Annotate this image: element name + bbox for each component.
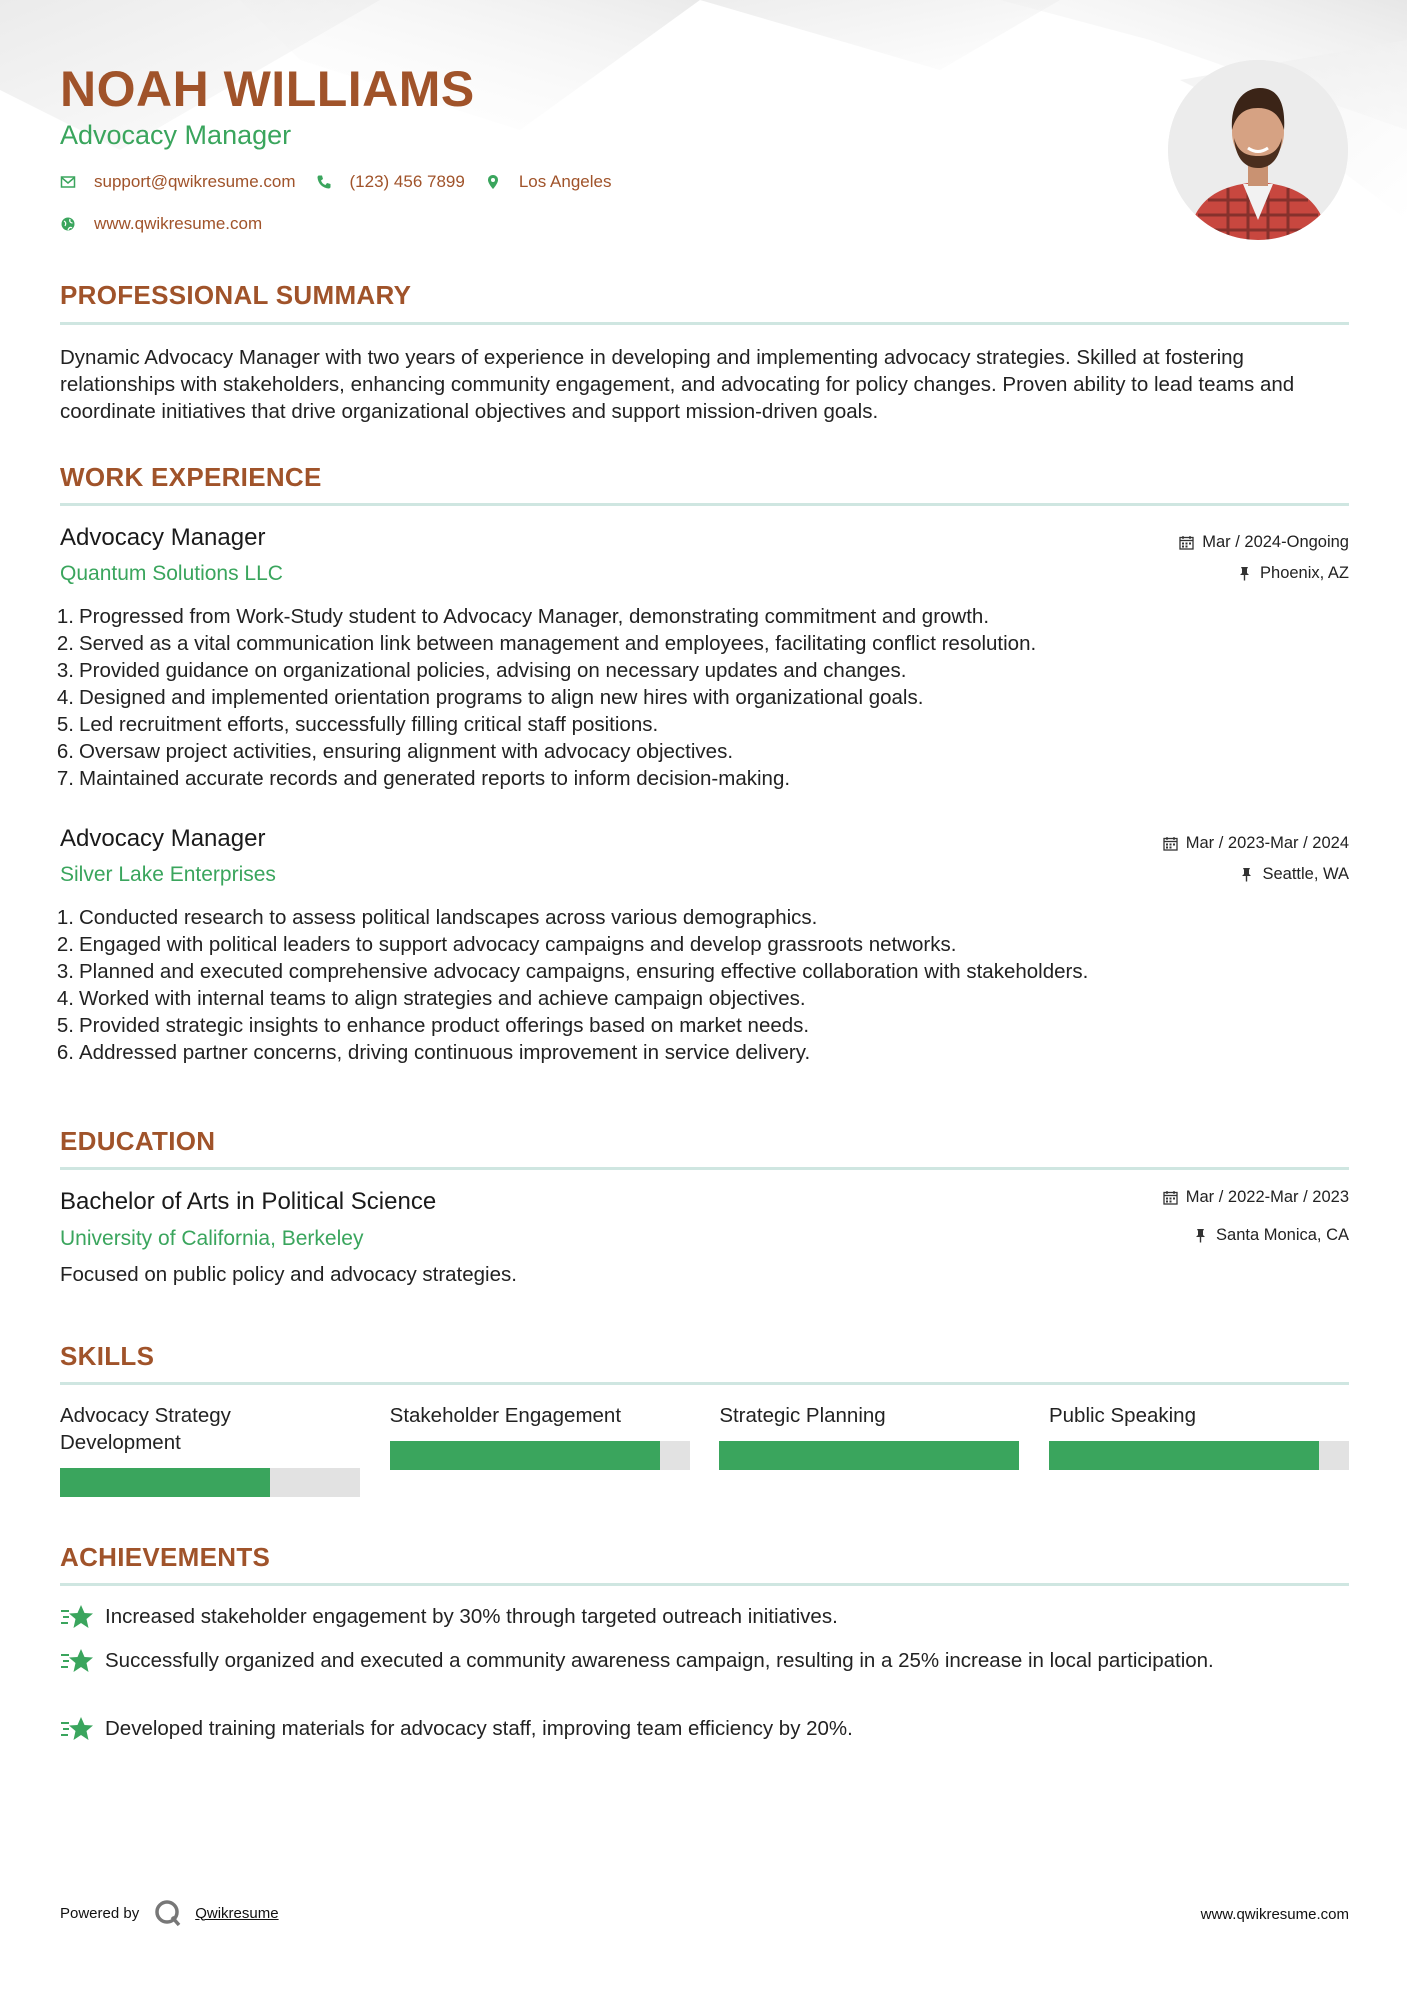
candidate-role: Advocacy Manager xyxy=(60,120,292,150)
skill-bar xyxy=(719,1441,1019,1470)
phone-icon xyxy=(316,174,332,190)
education-description: Focused on public policy and advocacy strategies. xyxy=(60,1263,517,1286)
list-item xyxy=(56,904,1349,931)
section-divider xyxy=(60,322,1349,325)
footer-powered-by xyxy=(60,1898,279,1928)
phone-text: (123) 456 7899 xyxy=(349,172,465,191)
job-location-text: Phoenix, AZ xyxy=(1260,564,1349,582)
skill-name: Strategic Planning xyxy=(719,1404,886,1427)
bullet-text: Maintained accurate records and generated reports to inform decision-making. xyxy=(79,767,791,790)
job-title: Advocacy Manager xyxy=(60,524,266,551)
company-name: Quantum Solutions LLC xyxy=(60,562,283,585)
globe-icon xyxy=(60,216,76,232)
skill-item xyxy=(1049,1402,1349,1502)
bullet-number: 5. xyxy=(56,1014,74,1037)
bullet-text: Provided guidance on organizational policies, advising on necessary updates and changes. xyxy=(79,659,907,682)
bullet-number: 7. xyxy=(56,767,74,790)
achievement-text: Successfully organized and executed a community awareness campaign, resulting in a 25% increase in local participation. xyxy=(105,1649,1214,1672)
summary-text: Dynamic Advocacy Manager with two years of experience in developing and implementing advocacy strategies. Skilled at fostering relationships with stakeholders, enhancing community engagement, and advocating for policy changes. Proven ability to lead teams and coordinate initiatives that drive organizational objectives and support mission-driven goals. xyxy=(60,346,1295,423)
email-text: support@qwikresume.com xyxy=(94,172,296,191)
job-dates-text: Mar / 2024-Ongoing xyxy=(1202,533,1349,551)
pushpin-icon xyxy=(1239,867,1254,882)
job-title: Advocacy Manager xyxy=(60,825,266,852)
bullet-text: Designed and implemented orientation programs to align new hires with organizational goals. xyxy=(79,686,924,709)
skill-bar-fill xyxy=(390,1441,660,1470)
section-title-achievements: ACHIEVEMENTS xyxy=(60,1542,271,1572)
bullet-number: 4. xyxy=(56,686,74,709)
list-item xyxy=(56,958,1349,985)
education-dates xyxy=(1163,1188,1349,1207)
job-dates-text: Mar / 2023-Mar / 2024 xyxy=(1185,834,1349,852)
skill-name: Advocacy Strategy Development xyxy=(60,1404,231,1454)
contact-email[interactable] xyxy=(60,172,296,192)
section-title-skills: SKILLS xyxy=(60,1341,155,1371)
contact-location xyxy=(485,172,612,192)
job-dates xyxy=(1179,533,1349,552)
powered-by-label: Powered by xyxy=(60,1904,140,1922)
school-name: University of California, Berkeley xyxy=(60,1227,364,1250)
list-item xyxy=(56,931,1349,958)
list-item xyxy=(56,684,1349,711)
achievement-text: Increased stakeholder engagement by 30% through targeted outreach initiatives. xyxy=(105,1605,838,1628)
bullet-text: Oversaw project activities, ensuring alignment with advocacy objectives. xyxy=(79,740,734,763)
company-name: Silver Lake Enterprises xyxy=(60,863,276,886)
skill-name: Public Speaking xyxy=(1048,1404,1196,1427)
candidate-name: NOAH WILLIAMS xyxy=(60,61,475,117)
skill-bar xyxy=(60,1468,360,1497)
bullet-text: Conducted research to assess political landscapes across various demographics. xyxy=(79,906,818,929)
section-divider xyxy=(60,1382,1349,1385)
bullet-text: Addressed partner concerns, driving continuous improvement in service delivery. xyxy=(79,1041,811,1064)
list-item xyxy=(56,630,1349,657)
bullet-text: Worked with internal teams to align strategies and achieve campaign objectives. xyxy=(79,987,806,1010)
calendar-icon xyxy=(1179,535,1194,550)
skill-bar xyxy=(1049,1441,1349,1470)
list-item xyxy=(56,657,1349,684)
bullet-text: Progressed from Work-Study student to Advocacy Manager, demonstrating commitment and growth. xyxy=(79,605,990,628)
achievement-item xyxy=(60,1647,1349,1677)
bullet-text: Led recruitment efforts, successfully filling critical staff positions. xyxy=(79,713,659,736)
job-dates xyxy=(1163,834,1349,853)
skill-item xyxy=(719,1402,1019,1502)
resume-page xyxy=(56,0,1349,1990)
job-location xyxy=(1237,564,1349,583)
skills-list xyxy=(60,1402,1349,1502)
qwikresume-logo-icon xyxy=(153,1898,183,1928)
skill-bar-fill xyxy=(60,1468,270,1497)
skill-bar-fill xyxy=(719,1441,1019,1470)
contact-row xyxy=(60,172,631,192)
job-bullets xyxy=(56,603,1349,792)
education-location-text: Santa Monica, CA xyxy=(1216,1226,1349,1244)
job-location-text: Seattle, WA xyxy=(1262,865,1349,883)
contact-row-website xyxy=(60,214,282,234)
skill-item xyxy=(60,1402,360,1502)
avatar-illustration xyxy=(1168,60,1348,240)
contact-phone[interactable] xyxy=(316,172,465,192)
bullet-text: Engaged with political leaders to support advocacy campaigns and develop grassroots networks. xyxy=(79,933,957,956)
pushpin-icon xyxy=(1193,1228,1208,1243)
bullet-number: 1. xyxy=(56,906,74,929)
skill-bar-fill xyxy=(1049,1441,1319,1470)
bullet-number: 2. xyxy=(56,933,74,956)
list-item xyxy=(56,603,1349,630)
list-item xyxy=(56,1012,1349,1039)
list-item xyxy=(56,765,1349,792)
job-location xyxy=(1239,865,1349,884)
pushpin-icon xyxy=(1237,566,1252,581)
star-icon xyxy=(60,1647,94,1677)
section-divider xyxy=(60,503,1349,506)
list-item xyxy=(56,1039,1349,1066)
bullet-text: Planned and executed comprehensive advocacy campaigns, ensuring effective collaboration with stakeholders. xyxy=(79,960,1089,983)
job-bullets xyxy=(56,904,1349,1066)
profile-photo xyxy=(1168,60,1348,240)
education-location xyxy=(1193,1226,1349,1245)
section-divider xyxy=(60,1583,1349,1586)
calendar-icon xyxy=(1163,1190,1178,1205)
skill-name: Stakeholder Engagement xyxy=(389,1404,622,1427)
bullet-number: 1. xyxy=(56,605,74,628)
bullet-number: 6. xyxy=(56,1041,74,1064)
degree-title: Bachelor of Arts in Political Science xyxy=(60,1188,437,1215)
bullet-number: 3. xyxy=(56,960,74,983)
achievement-item xyxy=(60,1603,1349,1633)
star-icon xyxy=(60,1715,94,1745)
website-text: www.qwikresume.com xyxy=(94,214,263,233)
section-title-experience: WORK EXPERIENCE xyxy=(60,462,322,492)
list-item xyxy=(56,985,1349,1012)
bullet-number: 4. xyxy=(56,987,74,1010)
star-icon xyxy=(60,1603,94,1633)
envelope-icon xyxy=(60,174,76,190)
education-dates-text: Mar / 2022-Mar / 2023 xyxy=(1185,1188,1349,1206)
bullet-number: 3. xyxy=(56,659,74,682)
location-text: Los Angeles xyxy=(518,172,612,191)
skill-bar xyxy=(390,1441,690,1470)
bullet-number: 5. xyxy=(56,713,74,736)
section-title-education: EDUCATION xyxy=(60,1126,216,1156)
bullet-text: Served as a vital communication link between management and employees, facilitating conflict resolution. xyxy=(79,632,1037,655)
achievement-item xyxy=(60,1715,1349,1745)
bullet-text: Provided strategic insights to enhance product offerings based on market needs. xyxy=(79,1014,810,1037)
list-item xyxy=(56,711,1349,738)
section-title-summary: PROFESSIONAL SUMMARY xyxy=(60,280,412,310)
footer-url[interactable]: www.qwikresume.com xyxy=(1200,1906,1349,1923)
achievement-text: Developed training materials for advocacy staff, improving team efficiency by 20%. xyxy=(105,1717,853,1740)
calendar-icon xyxy=(1163,836,1178,851)
contact-website[interactable] xyxy=(60,214,262,234)
bullet-number: 2. xyxy=(56,632,74,655)
bullet-number: 6. xyxy=(56,740,74,763)
list-item xyxy=(56,738,1349,765)
section-divider xyxy=(60,1167,1349,1170)
map-pin-icon xyxy=(485,174,501,190)
skill-item xyxy=(390,1402,690,1502)
qwikresume-link[interactable]: Qwikresume xyxy=(195,1904,279,1922)
